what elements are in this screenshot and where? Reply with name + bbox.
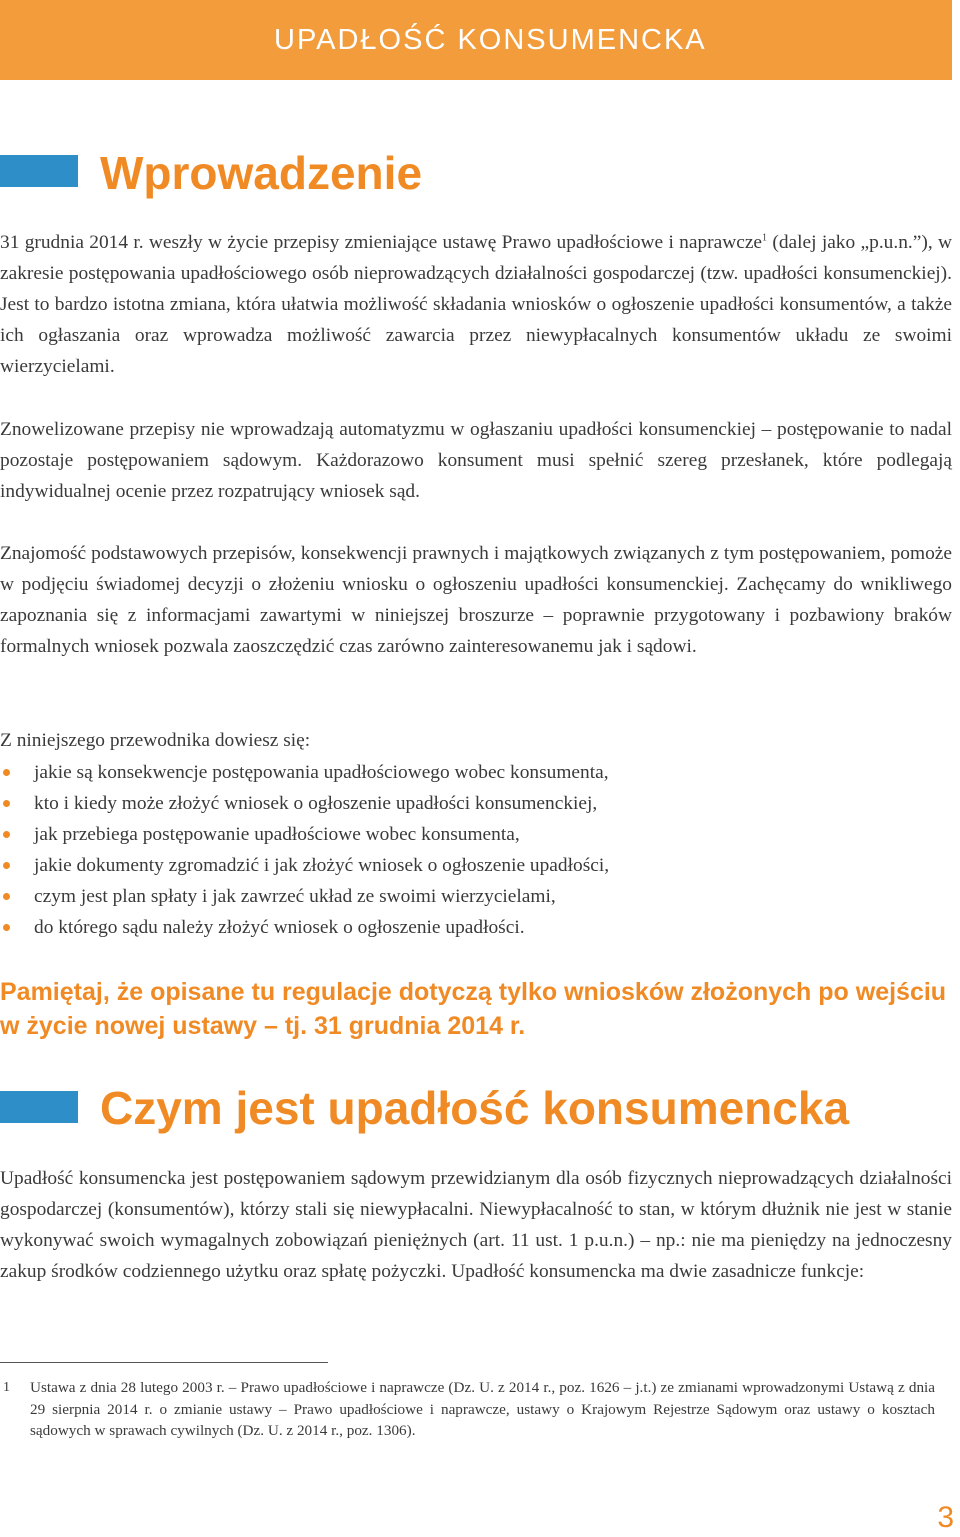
header-title: UPADŁOŚĆ KONSUMENCKA — [274, 24, 707, 56]
bullet-icon — [3, 769, 10, 776]
footnote-text: Ustawa z dnia 28 lutego 2003 r. – Prawo upadłościowe i naprawcze (Dz. U. z 2014 r., poz. 1626 – j.t.) ze zmianami wprowadzonymi Ustawą z dnia 29 sierpnia 2014 r. o zmianie ustawy – Prawo upadłościowe i naprawcze, ustawy o Krajowym Rejestrze Sądowym oraz ustawy o kosztach sądowych w sprawach cywilnych (Dz. U. z 2014 r., poz. 1306). — [30, 1379, 935, 1439]
intro-paragraph-1: 31 grudnia 2014 r. weszły w życie przepisy zmieniające ustawę Prawo upadłościowe i naprawcze$^1$ (dalej jako „p.u.n.”), w zakresie postępowania upadłościowego osób nieprowadzących działalności gospodarczej (tzw. upadłości konsumenckiej). Jest to bardzo istotna zmiana, która ułatwia możliwość składania wniosków o ogłoszenie upadłości konsumentów, a także ich ogłaszania oraz wprowadza możliwość zawarcia przez niewypłacalnych konsumentów układu ze swoimi wierzycielami. — [0, 232, 952, 377]
list-item: jakie dokumenty zgromadzić i jak złożyć wniosek o ogłoszenie upadłości, — [0, 850, 952, 881]
bullet-icon — [3, 924, 10, 931]
section-marker — [0, 155, 78, 187]
list-item: jak przebiega postępowanie upadłościowe wobec konsumenta, — [0, 819, 952, 850]
footnote-number: 1 — [3, 1380, 10, 1395]
definition-paragraph: Upadłość konsumencka jest postępowaniem sądowym przewidzianym dla osób fizycznych nieprowadzących działalności gospodarczej (konsumentów), którzy stali się niewypłacalni. Niewypłacalność to stan, w którym dłużnik nie jest w stanie wykonywać swoich wymagalnych zobowiązań pieniężnych (art. 11 ust. 1 p.u.n.) – np.: nie ma pieniędzy na jednoczesny zakup środków codziennego użytku oraz spłatę pożyczki. Upadłość konsumencka ma dwie zasadnicze funkcje: — [0, 1168, 952, 1282]
footnote-ref[interactable]: 1 — [762, 232, 768, 244]
header-banner — [0, 0, 952, 80]
section-title-what-is: Czym jest upadłość konsumencka — [100, 1082, 850, 1134]
bullet-icon — [3, 800, 10, 807]
bullet-icon — [3, 831, 10, 838]
bullet-icon — [3, 893, 10, 900]
list-item: czym jest plan spłaty i jak zawrzeć układ ze swoimi wierzycielami, — [0, 881, 952, 912]
remember-callout: Pamiętaj, że opisane tu regulacje dotyczą tylko wniosków złożonych po wejściu w życie nowej ustawy – tj. 31 grudnia 2014 r. — [0, 978, 947, 1040]
list-intro: Z niniejszego przewodnika dowiesz się: — [0, 730, 311, 751]
list-item: jakie są konsekwencje postępowania upadłościowego wobec konsumenta, — [0, 757, 952, 788]
footnote-divider — [0, 1362, 328, 1363]
intro-paragraph-2: Znowelizowane przepisy nie wprowadzają automatyzmu w ogłaszaniu upadłości konsumenckiej – postępowanie to nadal pozostaje postępowaniem sądowym. Każdorazowo konsument musi spełnić szereg przesłanek, które podlegają indywidualnej ocenie przez rozpatrujący wniosek sąd. — [0, 419, 952, 502]
intro-paragraph-3: Znajomość podstawowych przepisów, konsekwencji prawnych i majątkowych związanych z tym postępowaniem, pomoże w podjęciu świadomej decyzji o złożeniu wniosku o ogłoszeniu upadłości konsumenckiej. Zachęcamy do wnikliwego zapoznania się z informacjami zawartymi w niniejszej broszurze – poprawnie przygotowany i pozbawiony braków formalnych wniosek pozwala zaoszczędzić czas zarówno zainteresowanemu jak i sądowi. — [0, 543, 952, 657]
list-item: kto i kiedy może złożyć wniosek o ogłoszenie upadłości konsumenckiej, — [0, 788, 952, 819]
bullet-icon — [3, 862, 10, 869]
section-marker — [0, 1091, 78, 1123]
learning-list — [0, 757, 952, 943]
page-number: 3 — [937, 1501, 954, 1534]
list-item: do którego sądu należy złożyć wniosek o ogłoszenie upadłości. — [0, 912, 952, 943]
section-title-intro: Wprowadzenie — [100, 147, 423, 199]
